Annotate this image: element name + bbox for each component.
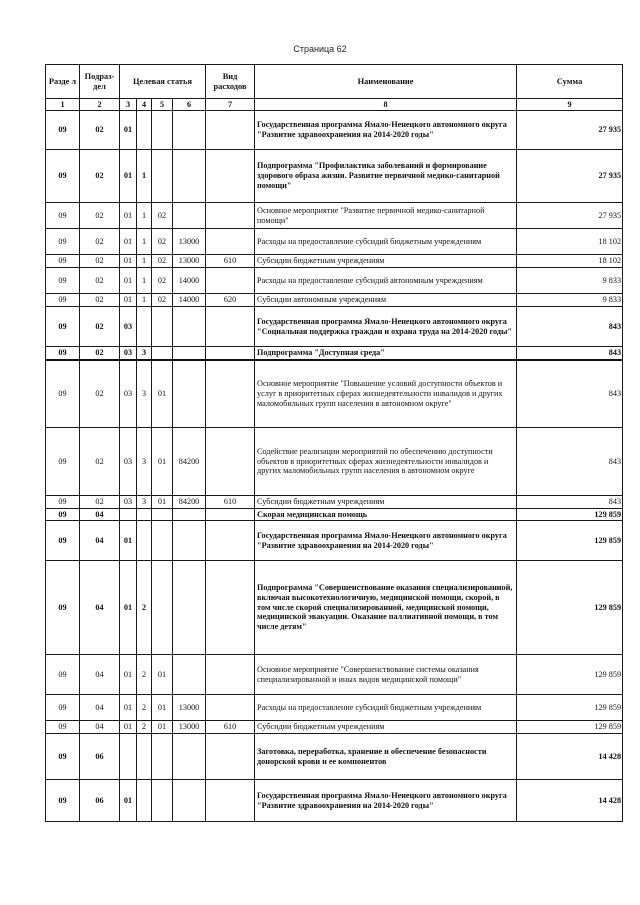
cell-target-direction: [173, 521, 206, 561]
cell-target-program: 01: [120, 268, 137, 294]
cell-target-subprogram: [137, 509, 152, 521]
table-row: [46, 111, 623, 150]
cell-name: Государственная программа Ямало-Ненецкого автономного округа "Развитие здравоохранения на 2014-2020 годы": [255, 780, 517, 822]
cell-name: Расходы на предоставление субсидий бюджетным учреждениям: [255, 695, 517, 721]
cell-sum: 18 102: [517, 229, 623, 255]
cell-target-program: 03: [120, 496, 137, 509]
cell-target-subprogram: 1: [137, 150, 152, 203]
cell-expense-type: 620: [206, 294, 255, 307]
table-row: [46, 734, 623, 780]
cell-expense-type: [206, 203, 255, 229]
table-row: [46, 428, 623, 496]
cell-target-direction: 13000: [173, 229, 206, 255]
cell-sum: 129 859: [517, 561, 623, 655]
cell-target-program: 01: [120, 255, 137, 268]
header-expense-type: Вид расходов: [206, 65, 255, 99]
header-name: Наименование: [255, 65, 517, 99]
cell-sum: 18 102: [517, 255, 623, 268]
cell-target-direction: 13000: [173, 695, 206, 721]
cell-section: 09: [46, 268, 80, 294]
column-number: 4: [137, 99, 152, 111]
cell-name: Субсидии бюджетным учреждениям: [255, 496, 517, 509]
cell-sum: 129 859: [517, 655, 623, 695]
cell-target-program: 01: [120, 695, 137, 721]
cell-subsection: 06: [80, 734, 120, 780]
cell-section: 09: [46, 509, 80, 521]
cell-target-program: 01: [120, 561, 137, 655]
cell-expense-type: [206, 655, 255, 695]
cell-target-program: 03: [120, 307, 137, 347]
cell-name: Основное мероприятие "Повышение условий доступности объектов и услуг в приоритетных сферах жизнедеятельности инвалидов и других маломобильных групп населения в автономном округе": [255, 360, 517, 428]
cell-target-subprogram: 2: [137, 561, 152, 655]
column-number: 1: [46, 99, 80, 111]
cell-section: 09: [46, 150, 80, 203]
cell-target-direction: [173, 307, 206, 347]
column-number: 3: [120, 99, 137, 111]
cell-sum: 14 428: [517, 780, 623, 822]
cell-target-activity: [152, 734, 173, 780]
header-subsection: Подраз- дел: [80, 65, 120, 99]
cell-subsection: 02: [80, 255, 120, 268]
table-body: [46, 111, 623, 822]
cell-target-direction: 14000: [173, 268, 206, 294]
table-row: [46, 268, 623, 294]
cell-target-subprogram: 1: [137, 229, 152, 255]
cell-expense-type: 610: [206, 721, 255, 734]
cell-target-subprogram: 3: [137, 428, 152, 496]
cell-target-subprogram: 3: [137, 360, 152, 428]
cell-expense-type: [206, 561, 255, 655]
cell-target-direction: 13000: [173, 721, 206, 734]
page-number-label: Страница 62: [293, 44, 347, 54]
cell-target-activity: [152, 509, 173, 521]
cell-section: 09: [46, 721, 80, 734]
cell-target-subprogram: [137, 734, 152, 780]
cell-sum: 9 833: [517, 268, 623, 294]
cell-expense-type: [206, 734, 255, 780]
column-number-row: [46, 99, 623, 111]
cell-target-direction: [173, 509, 206, 521]
cell-subsection: 02: [80, 111, 120, 150]
cell-target-direction: [173, 734, 206, 780]
cell-target-activity: 02: [152, 229, 173, 255]
cell-name: Государственная программа Ямало-Ненецкого автономного округа "Развитие здравоохранения на 2014-2020 годы": [255, 521, 517, 561]
cell-subsection: 02: [80, 496, 120, 509]
cell-target-subprogram: 1: [137, 294, 152, 307]
cell-target-program: 03: [120, 428, 137, 496]
cell-target-subprogram: 3: [137, 347, 152, 360]
cell-section: 09: [46, 496, 80, 509]
cell-target-subprogram: 1: [137, 268, 152, 294]
cell-target-subprogram: [137, 307, 152, 347]
cell-target-activity: [152, 521, 173, 561]
cell-sum: 843: [517, 428, 623, 496]
cell-section: 09: [46, 255, 80, 268]
budget-table: [45, 64, 623, 822]
header-sum: Сумма: [517, 65, 623, 99]
cell-section: 09: [46, 780, 80, 822]
cell-sum: 129 859: [517, 521, 623, 561]
cell-expense-type: [206, 150, 255, 203]
cell-subsection: 02: [80, 268, 120, 294]
cell-target-activity: [152, 307, 173, 347]
cell-sum: 843: [517, 347, 623, 360]
column-number: 2: [80, 99, 120, 111]
cell-subsection: 02: [80, 428, 120, 496]
table-header: [46, 65, 623, 111]
cell-subsection: 06: [80, 780, 120, 822]
column-number: 7: [206, 99, 255, 111]
table-row: [46, 150, 623, 203]
cell-target-activity: [152, 111, 173, 150]
cell-subsection: 04: [80, 655, 120, 695]
cell-expense-type: [206, 509, 255, 521]
table-row: [46, 229, 623, 255]
cell-expense-type: [206, 229, 255, 255]
cell-section: 09: [46, 294, 80, 307]
column-number: 5: [152, 99, 173, 111]
cell-expense-type: [206, 428, 255, 496]
column-number: 9: [517, 99, 623, 111]
cell-target-activity: [152, 150, 173, 203]
cell-expense-type: 610: [206, 496, 255, 509]
cell-section: 09: [46, 347, 80, 360]
cell-subsection: 04: [80, 561, 120, 655]
cell-target-program: 01: [120, 203, 137, 229]
cell-name: Содействие реализации мероприятий по обеспечению доступности объектов в приоритетных сферах жизнедеятельности инвалидов и других маломобильных групп населения в автономном округе: [255, 428, 517, 496]
cell-expense-type: 610: [206, 255, 255, 268]
cell-target-direction: 84200: [173, 428, 206, 496]
cell-target-program: 01: [120, 780, 137, 822]
cell-target-subprogram: [137, 780, 152, 822]
cell-target-program: 01: [120, 655, 137, 695]
cell-target-subprogram: 1: [137, 203, 152, 229]
cell-target-direction: 14000: [173, 294, 206, 307]
cell-name: Расходы на предоставление субсидий бюджетным учреждениям: [255, 229, 517, 255]
cell-sum: 843: [517, 307, 623, 347]
cell-section: 09: [46, 695, 80, 721]
cell-target-program: 01: [120, 150, 137, 203]
cell-name: Подпрограмма "Профилактика заболеваний и формирование здорового образа жизни. Развитие первичной медико-санитарной помощи": [255, 150, 517, 203]
cell-section: 09: [46, 521, 80, 561]
cell-target-activity: [152, 347, 173, 360]
column-number: 6: [173, 99, 206, 111]
table-row: [46, 780, 623, 822]
cell-subsection: 02: [80, 360, 120, 428]
cell-section: 09: [46, 203, 80, 229]
cell-sum: 27 935: [517, 150, 623, 203]
cell-expense-type: [206, 307, 255, 347]
table-row: [46, 521, 623, 561]
cell-target-activity: 01: [152, 721, 173, 734]
cell-target-direction: [173, 655, 206, 695]
cell-target-activity: 02: [152, 255, 173, 268]
cell-target-direction: [173, 360, 206, 428]
cell-target-subprogram: [137, 521, 152, 561]
cell-sum: 843: [517, 360, 623, 428]
cell-name: Подпрограмма "Совершенствование оказания специализированной, включая высокотехнологичную, медицинской помощи, скорой, в том числе скорой специализированной, медицинской помощи, медицинской эвакуации. Оказание паллиативной помощи, в том числе детям": [255, 561, 517, 655]
cell-target-direction: [173, 347, 206, 360]
cell-target-program: 03: [120, 360, 137, 428]
cell-expense-type: [206, 521, 255, 561]
cell-target-subprogram: [137, 111, 152, 150]
cell-name: Основное мероприятие "Совершенствование системы оказания специализированной и иных видов медицинской помощи": [255, 655, 517, 695]
cell-target-direction: 13000: [173, 255, 206, 268]
cell-subsection: 02: [80, 294, 120, 307]
cell-name: Субсидии бюджетным учреждениям: [255, 255, 517, 268]
cell-name: Субсидии автономным учреждениям: [255, 294, 517, 307]
table-row: [46, 307, 623, 347]
cell-subsection: 04: [80, 521, 120, 561]
cell-target-activity: 02: [152, 294, 173, 307]
cell-target-program: 01: [120, 721, 137, 734]
cell-target-direction: [173, 561, 206, 655]
cell-target-subprogram: 3: [137, 496, 152, 509]
table-row: [46, 721, 623, 734]
cell-expense-type: [206, 360, 255, 428]
cell-expense-type: [206, 780, 255, 822]
cell-sum: 843: [517, 496, 623, 509]
cell-target-direction: [173, 150, 206, 203]
cell-section: 09: [46, 655, 80, 695]
cell-target-activity: 02: [152, 268, 173, 294]
table-row: [46, 294, 623, 307]
cell-section: 09: [46, 561, 80, 655]
cell-target-activity: 01: [152, 496, 173, 509]
cell-target-direction: [173, 203, 206, 229]
cell-expense-type: [206, 695, 255, 721]
table-row: [46, 561, 623, 655]
cell-target-program: 01: [120, 229, 137, 255]
cell-target-program: 01: [120, 111, 137, 150]
cell-section: 09: [46, 111, 80, 150]
cell-name: Скорая медицинская помощь: [255, 509, 517, 521]
table-row: [46, 695, 623, 721]
header-target-article: Целевая статья: [120, 65, 206, 99]
cell-target-activity: 01: [152, 360, 173, 428]
cell-target-activity: [152, 561, 173, 655]
cell-target-subprogram: 2: [137, 721, 152, 734]
cell-target-program: 01: [120, 294, 137, 307]
column-number: 8: [255, 99, 517, 111]
cell-name: Подпрограмма "Доступная среда": [255, 347, 517, 360]
table-row: [46, 360, 623, 428]
cell-sum: 9 833: [517, 294, 623, 307]
cell-section: 09: [46, 428, 80, 496]
cell-subsection: 02: [80, 307, 120, 347]
cell-target-activity: 02: [152, 203, 173, 229]
cell-target-program: 03: [120, 347, 137, 360]
table-row: [46, 255, 623, 268]
cell-subsection: 04: [80, 721, 120, 734]
cell-target-subprogram: 2: [137, 655, 152, 695]
cell-target-program: [120, 734, 137, 780]
cell-target-direction: [173, 111, 206, 150]
cell-expense-type: [206, 111, 255, 150]
table-row: [46, 203, 623, 229]
cell-name: Государственная программа Ямало-Ненецкого автономного округа "Развитие здравоохранения на 2014-2020 годы": [255, 111, 517, 150]
header-section: Разде л: [46, 65, 80, 99]
cell-expense-type: [206, 347, 255, 360]
cell-target-program: [120, 509, 137, 521]
cell-section: 09: [46, 360, 80, 428]
table-row: [46, 509, 623, 521]
cell-subsection: 02: [80, 229, 120, 255]
cell-name: Расходы на предоставление субсидий автономным учреждениям: [255, 268, 517, 294]
cell-name: Субсидии бюджетным учреждениям: [255, 721, 517, 734]
cell-sum: 129 859: [517, 509, 623, 521]
cell-target-subprogram: 2: [137, 695, 152, 721]
cell-subsection: 02: [80, 150, 120, 203]
cell-section: 09: [46, 307, 80, 347]
cell-target-activity: [152, 780, 173, 822]
table-row: [46, 496, 623, 509]
cell-target-activity: 01: [152, 695, 173, 721]
cell-target-direction: [173, 780, 206, 822]
cell-subsection: 02: [80, 347, 120, 360]
cell-subsection: 02: [80, 203, 120, 229]
cell-name: Основное мероприятие "Развитие первичной медико-санитарной помощи": [255, 203, 517, 229]
cell-name: Заготовка, переработка, хранение и обеспечение безопасности донорской крови и ее компонентов: [255, 734, 517, 780]
cell-sum: 129 859: [517, 695, 623, 721]
cell-subsection: 04: [80, 509, 120, 521]
cell-section: 09: [46, 229, 80, 255]
cell-expense-type: [206, 268, 255, 294]
cell-target-direction: 84200: [173, 496, 206, 509]
cell-sum: 27 935: [517, 203, 623, 229]
cell-target-program: 01: [120, 521, 137, 561]
cell-subsection: 04: [80, 695, 120, 721]
cell-target-activity: 01: [152, 655, 173, 695]
cell-target-activity: 01: [152, 428, 173, 496]
cell-sum: 27 935: [517, 111, 623, 150]
table-row: [46, 655, 623, 695]
cell-name: Государственная программа Ямало-Ненецкого автономного округа "Социальная поддержка граждан и охрана труда на 2014-2020 годы": [255, 307, 517, 347]
cell-section: 09: [46, 734, 80, 780]
cell-target-subprogram: 1: [137, 255, 152, 268]
cell-sum: 129 859: [517, 721, 623, 734]
cell-sum: 14 428: [517, 734, 623, 780]
table-row: [46, 347, 623, 360]
